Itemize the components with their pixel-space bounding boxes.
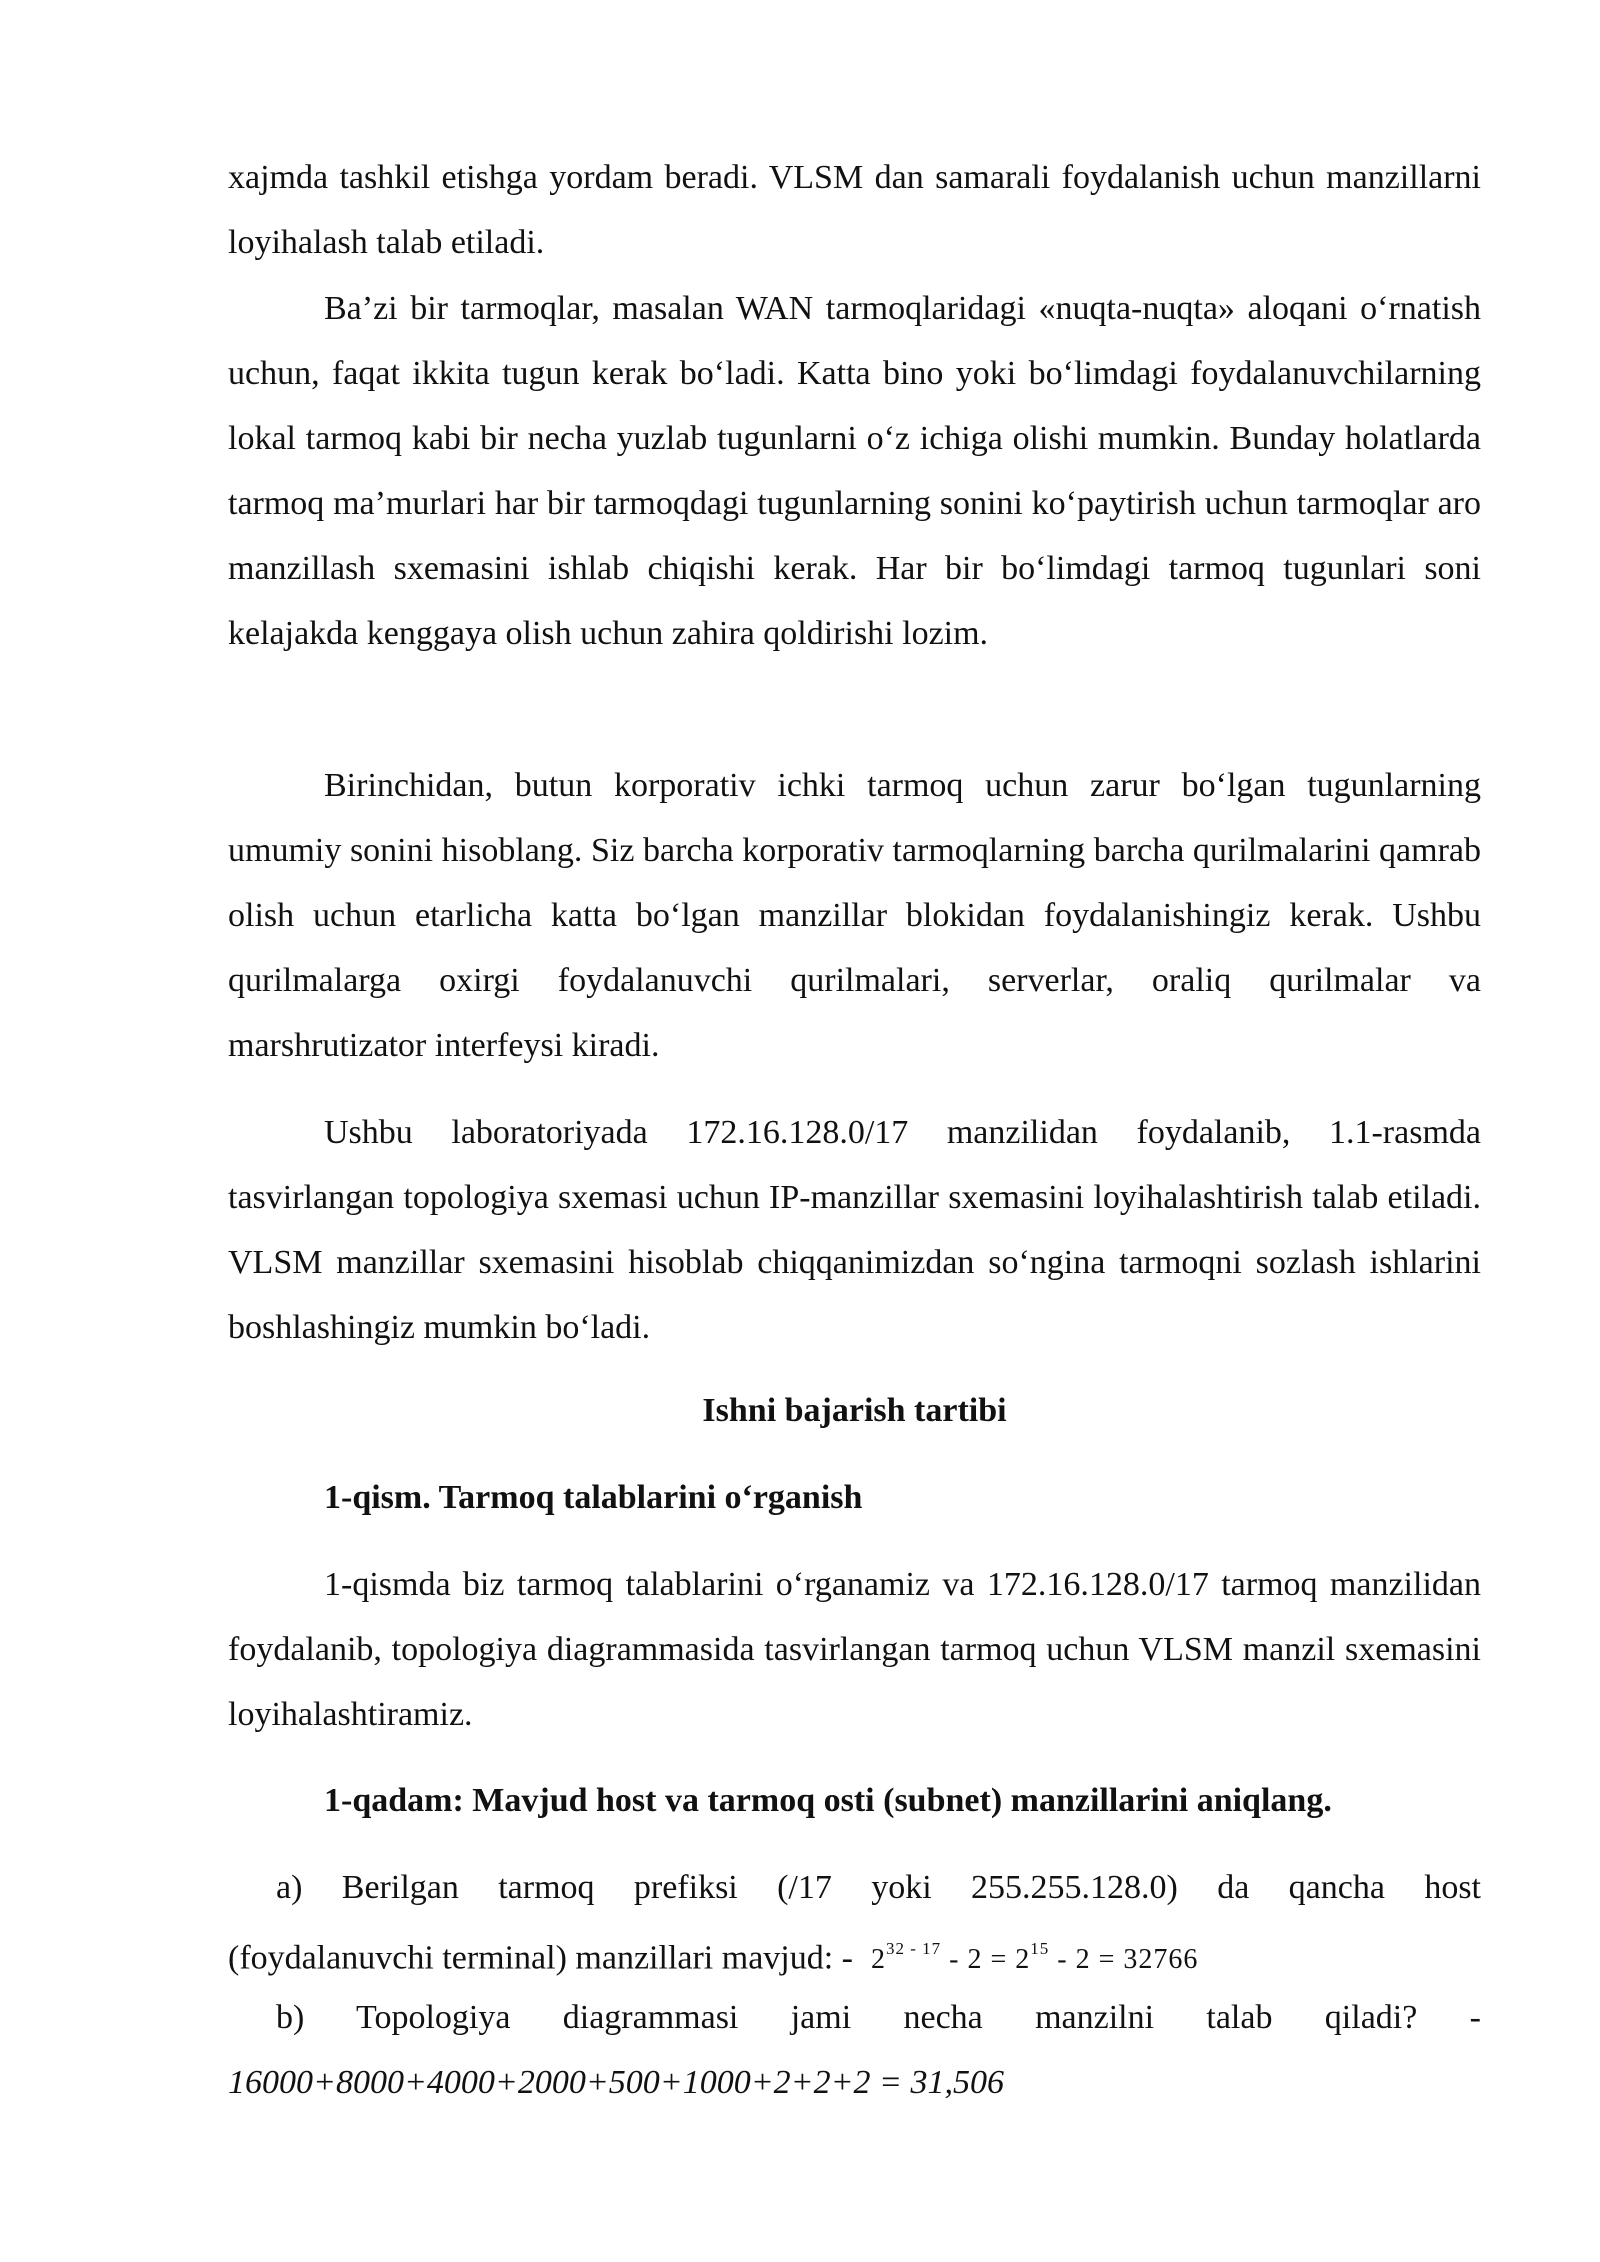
laboratory-paragraph: Ushbu laboratoriyada 172.16.128.0/17 manzilidan foydalanib, 1.1-rasmda tasvirlangan topologiya sxemasi uchun IP-manzillar sxemasini loyihalashtirish talab etiladi. VLSM manzillar sxemasini hisoblab chiqqanimizdan so‘ngina tarmoqni sozlash ishlarini boshlashingiz mumkin bo‘ladi. [228, 1114, 1481, 1346]
birinchidan-paragraph: Birinchidan, butun korporativ ichki tarmoq uchun zarur bo‘lgan tugunlarning umumiy sonini hisoblang. Siz barcha korporativ tarmoqlarning barcha qurilmalarini qamrab olish uchun etarlicha katta bo‘lgan manzillar blokidan foydalanishingiz kerak. Ushbu qurilmalarga oxirgi foydalanuvchi qurilmalari, serverlar, oraliq qurilmalar va marshrutizator interfeysi kiradi. [228, 767, 1481, 1064]
part-1-paragraph: 1-qismda biz tarmoq talablarini o‘rganamiz va 172.16.128.0/17 tarmoq manzilidan foydalanib, topologiya diagrammasida tasvirlangan tarmoq uchun VLSM manzil sxemasini loyihalashtiramiz. [228, 1566, 1481, 1733]
item-a-continuation [228, 1920, 1481, 1985]
host-count-formula: $2^{32 - 17} - 2 = 2^{15} - 2 = 32766$ [871, 1939, 1199, 1976]
heading-procedure: Ishni bajarish tartibi [702, 1392, 1007, 1429]
wan-paragraph: Ba’zi bir tarmoqlar, masalan WAN tarmoqlaridagi «nuqta-nuqta» aloqani o‘rnatish uchun, faqat ikkita tugun kerak bo‘ladi. Katta bino yoki bo‘limdagi foydalanuvchilarning lokal tarmoq kabi bir necha yuzlab tugunlarni o‘z ichiga olishi mumkin. Bunday holatlarda tarmoq ma’murlari har bir tarmoqdagi tugunlarning sonini ko‘paytirish uchun tarmoqlar aro manzillash sxemasini ishlab chiqishi kerak. Har bir bo‘limdagi tarmoq tugunlari soni kelajakda kenggaya olish uchun zahira qoldirishi lozim. [228, 290, 1481, 652]
item-a-label: (foydalanuvchi terminal) manzillari mavjud: - [228, 1939, 853, 1977]
item-b-answer: 16000+8000+4000+2000+500+1000+2+2+2 = 31,506 [228, 2064, 1004, 2101]
heading-part-1: 1-qism. Tarmoq talablarini o‘rganish [324, 1479, 863, 1516]
heading-step-1: 1-qadam: Mavjud host va tarmoq osti (subnet) manzillarini aniqlang. [324, 1782, 1332, 1819]
intro-paragraph: xajmda tashkil etishga yordam beradi. VLSM dan samarali foydalanish uchun manzillarni loyihalash talab etiladi. [228, 159, 1481, 261]
item-a-question: a) Berilgan tarmoq prefiksi (/17 yoki 255.255.128.0) da qancha host [276, 1869, 1481, 1906]
item-b-question: b) Topologiya diagrammasi jami necha manzilni talab qiladi? - [276, 1999, 1481, 2036]
